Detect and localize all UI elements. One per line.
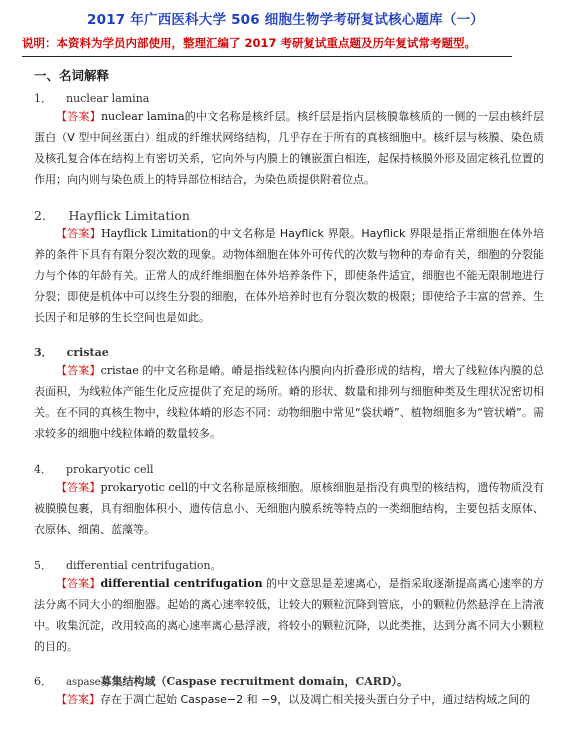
term-number: 3． [34, 346, 53, 359]
term-prefix: aspase [66, 677, 101, 688]
answer-text: 的中文名称是原核细胞。原核细胞是指没有典型的核结构，遗传物质没有被膜膜包裹，具有细胞体积小、遗传信息小、无细胞内膜系统等特点的一类细胞结构，主要包括支原体、衣原体、细菌、蓝藻等。 [34, 481, 545, 536]
answer-text: 的中文意思是差速离心，是指采取逐渐提高离心速率的方法分离不同大小的细胞器。起始的离心速率较低，让较大的颗粒沉降到管底，小的颗粒仍然悬浮在上清液中。收集沉淀，改用较高的离心速率离心悬浮液，将较小的颗粒沉降，以此类推，达到分离不同大小颗粒的目的。 [34, 577, 544, 653]
answer-tag: 【答案】 [56, 227, 102, 240]
term-name: differential centrifugation。 [66, 559, 222, 572]
answer-text: 的中文名称是核纤层。核纤层是指内层核膜靠核质的一侧的一层由核纤层蛋白（V 型中间丝蛋白）组成的纤维状网络结构，几乎存在于所有的真核细胞中。核纤层与核膜、染色质及核孔复合体在结构上有密切关系，它向外与内膜上的镶嵌蛋白相连，起保持核膜外形及固定核孔位置的作用；向内则与染色质上的特异部位相结合，为染色质提供附着位点。 [34, 110, 544, 186]
term-number: 5． [34, 559, 52, 572]
answer-tag: 【答案】 [56, 693, 100, 706]
answer-paragraph-3 [34, 360, 544, 444]
term-number: 2． [34, 208, 55, 223]
notice-text: 说明：本资料为学员内部使用，整理汇编了 2017 考研复试重点题及历年复试常考题型。 [22, 36, 477, 50]
header-divider [22, 56, 512, 57]
answer-paragraph-4 [34, 477, 544, 540]
term-heading-6 [34, 673, 408, 689]
answer-text: 的中文名称是嵴。嵴是指线粒体内膜向内折叠形成的结构，增大了线粒体内膜的总表面积，为线粒体产能生化反应提供了充足的场所。嵴的形状、数量和排列与细胞种类及生理状况密切相关。在不同的真核生物中，线粒体嵴的形态不同：动物细胞中常见“袋状嵴”、植物细胞多为“管状嵴”。需求较多的细胞中线粒体嵴的数量较多。 [34, 364, 545, 440]
answer-term: nuclear lamina [100, 110, 185, 123]
answer-term: prokaryotic cell [100, 481, 189, 494]
answer-paragraph-1 [34, 106, 544, 190]
term-heading-3 [34, 344, 109, 360]
term-number: 6． [34, 675, 52, 688]
answer-tag: 【答案】 [56, 110, 101, 123]
term-number: 4． [34, 463, 52, 476]
term-name: nuclear lamina [66, 92, 150, 105]
term-name: 募集结构域（Caspase recruitment domain，CARD）。 [100, 675, 408, 688]
answer-term: Hayflick Limitation [101, 227, 209, 240]
term-heading-5 [34, 557, 222, 573]
term-name: Hayflick Limitation [68, 208, 190, 223]
document-title: 2017 年广西医科大学 506 细胞生物学考研复试核心题库（一） [87, 12, 484, 28]
answer-text: 存在于凋亡起始 Caspase−2 和 −9，以及凋亡相关接头蛋白分子中，通过结构域之间的 [100, 693, 531, 706]
answer-paragraph-6 [34, 689, 544, 710]
answer-paragraph-2 [34, 223, 544, 328]
answer-tag: 【答案】 [56, 481, 101, 494]
term-heading-4 [34, 461, 154, 477]
answer-term: cristae [100, 364, 139, 377]
term-name: prokaryotic cell [66, 463, 154, 476]
term-heading-1 [34, 90, 149, 106]
answer-tag: 【答案】 [56, 364, 101, 377]
section-title: 一、名词解释 [34, 68, 110, 83]
answer-paragraph-5 [34, 573, 544, 657]
term-heading-2 [34, 206, 190, 224]
term-number: 1． [34, 92, 52, 105]
term-name: cristae [66, 346, 109, 359]
answer-tag: 【答案】 [56, 577, 101, 590]
answer-term: differential centrifugation [100, 577, 263, 590]
answer-text: 的中文名称是 Hayflick 界限。Hayflick 界限是指正常细胞在体外培养的条件下具有有限分裂次数的现象。动物体细胞在体外可传代的次数与物种的寿命有关，细胞的分裂能力与个体的年龄有关。正常人的成纤维细胞在体外培养条件下，即使条件适宜，细胞也不能无限制地进行分裂；即使是机体中可以终生分裂的细胞，在体外培养时也有分裂次数的极限；即使给予丰富的营养、生长因子和足够的生长空间也是如此。 [34, 227, 544, 324]
